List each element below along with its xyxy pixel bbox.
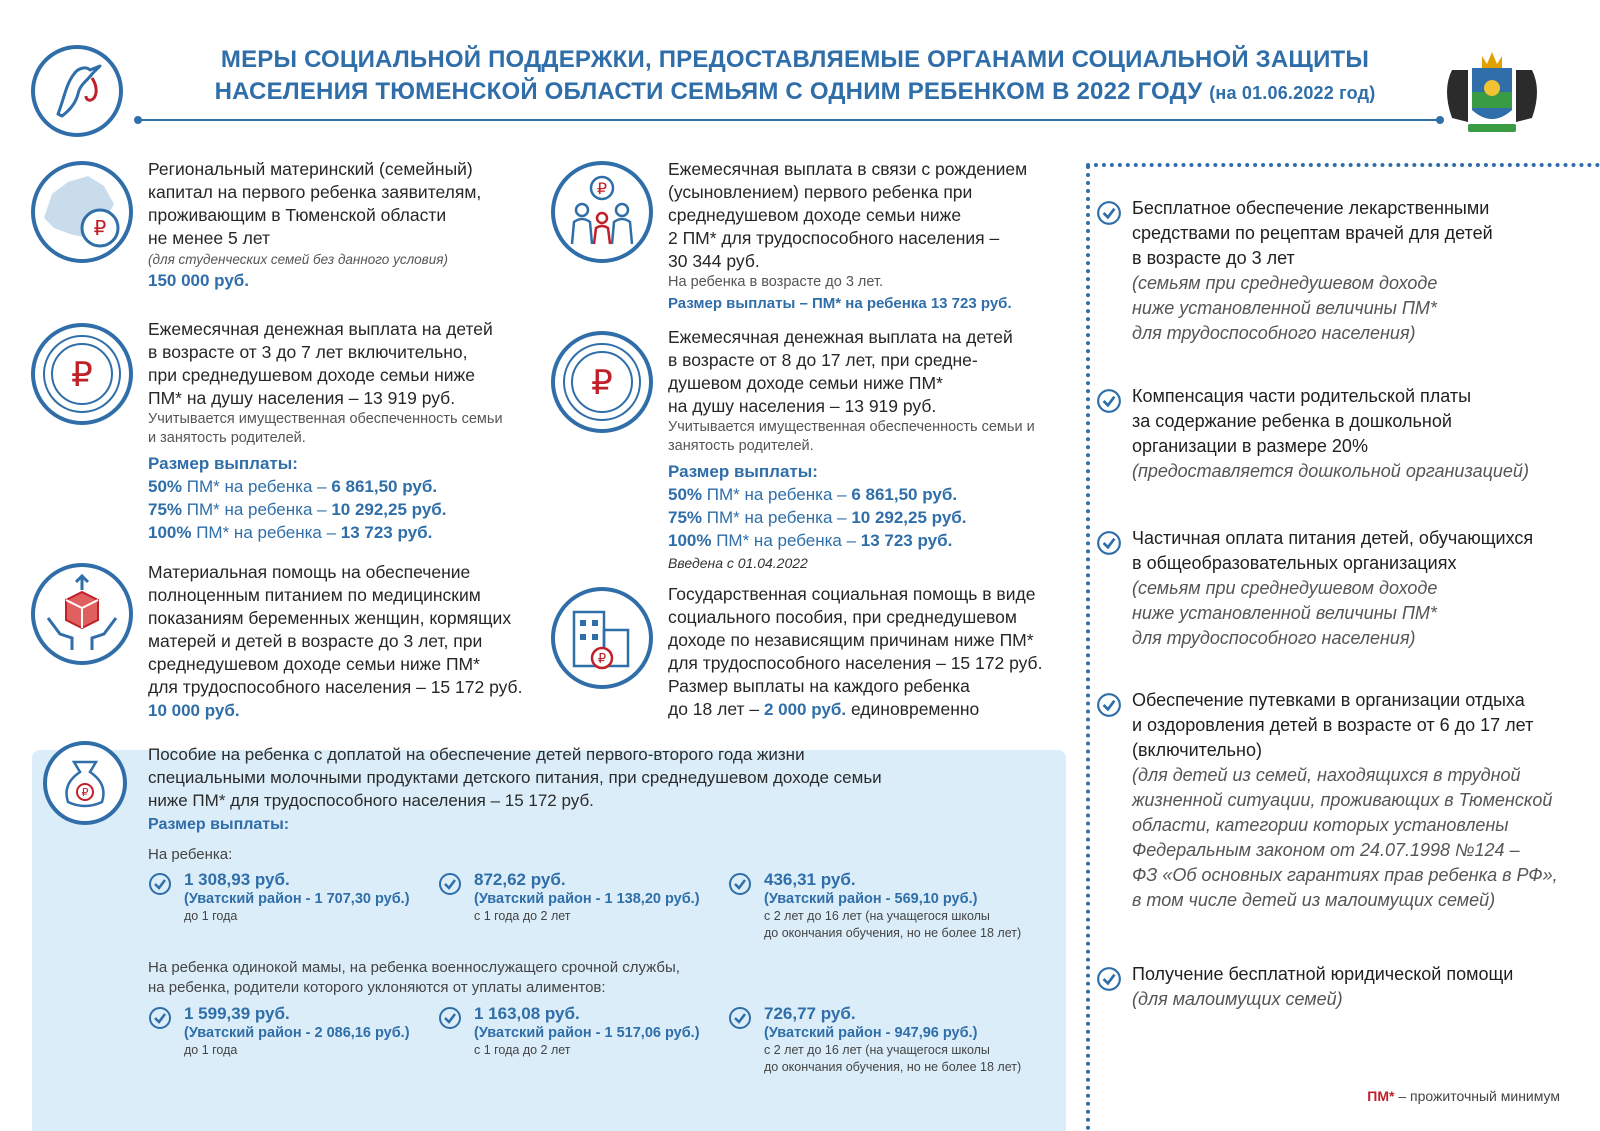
text-line: в возрасте от 3 до 7 лет включительно, <box>148 342 468 362</box>
text-line: не менее 5 лет <box>148 228 270 248</box>
note: ниже установленной величины ПМ* <box>1132 298 1437 318</box>
text-line: душевом доходе семьи ниже ПМ* <box>668 373 943 393</box>
text-line: для трудоспособного населения – 15 172 руб. <box>148 677 523 697</box>
ruble-circle-icon <box>30 322 134 426</box>
family-icon <box>550 160 654 264</box>
age-range: до окончания обучения, но не более 18 лет) <box>764 1060 1022 1074</box>
text-line: проживающим в Тюменской области <box>148 205 447 225</box>
note: (для студенческих семей без данного условия) <box>148 252 448 267</box>
page-title <box>170 44 1420 109</box>
introduced-date: Введена с 01.04.2022 <box>668 555 808 571</box>
amount: 872,62 руб. <box>474 870 566 889</box>
check-icon <box>1096 388 1122 414</box>
nutrition-aid-block <box>148 561 548 722</box>
age-range: до 1 года <box>184 1043 238 1057</box>
rate-row: 50% ПМ* на ребенка – 6 861,50 руб. <box>668 485 958 504</box>
amount: 726,77 руб. <box>764 1004 856 1023</box>
text-line: Ежемесячная денежная выплата на детей <box>668 327 1013 347</box>
note: (семьям при среднедушевом доходе <box>1132 578 1438 598</box>
text-line: Частичная оплата питания детей, обучающихся <box>1132 528 1534 548</box>
size-label: Размер выплаты: <box>668 462 818 481</box>
text-line: (включительно) <box>1132 740 1262 760</box>
svg-text:₽: ₽ <box>591 363 613 403</box>
text-line: Региональный материнский (семейный) <box>148 159 473 179</box>
note: в том числе детей из малоимущих семей) <box>1132 890 1496 910</box>
text-line: (усыновлением) первого ребенка при <box>668 182 973 202</box>
maternity-capital-block <box>148 158 528 292</box>
svg-text:₽: ₽ <box>596 179 608 198</box>
text-line: Компенсация части родительской платы <box>1132 386 1472 406</box>
uvat-amount: (Уватский район - 1 707,30 руб.) <box>184 891 410 907</box>
ruble-circle-icon <box>550 330 654 434</box>
text-line: организации в размере 20% <box>1132 436 1368 456</box>
note: области, категории которых установлены <box>1132 815 1509 835</box>
text-line: капитал на первого ребенка заявителям, <box>148 182 482 202</box>
note: Учитывается имущественная обеспеченность семьи <box>148 411 503 427</box>
first-child-birth-block <box>668 158 1048 315</box>
free-medicines-item <box>1096 196 1566 346</box>
right-column-border-left <box>1086 165 1090 1131</box>
rate-row: 50% ПМ* на ребенка – 6 861,50 руб. <box>148 477 438 496</box>
note: ниже установленной величины ПМ* <box>1132 603 1437 623</box>
text-line: Бесплатное обеспечение лекарственными <box>1132 198 1490 218</box>
text-line: социального пособия, при среднедушевом <box>668 607 1017 627</box>
right-column-border-top <box>1086 163 1600 167</box>
rate-row: 100% ПМ* на ребенка – 13 723 руб. <box>148 523 433 542</box>
allowance-item <box>438 870 728 925</box>
panel-description <box>148 743 888 812</box>
box-in-hands-icon <box>30 562 134 666</box>
amount: Размер выплаты – ПМ* на ребенка 13 723 руб. <box>668 295 1012 312</box>
check-icon <box>148 872 172 896</box>
svg-text:₽: ₽ <box>597 652 607 667</box>
check-icon <box>1096 966 1122 992</box>
legal-aid-item <box>1096 962 1566 1012</box>
text-line: Обеспечение путевками в организации отдыха <box>1132 690 1525 710</box>
text-line: в возрасте от 8 до 17 лет, при средне- <box>668 350 978 370</box>
svg-text:₽: ₽ <box>71 355 93 395</box>
age-range: с 1 года до 2 лет <box>474 1043 571 1057</box>
text-line: ПМ* на душу населения – 13 919 руб. <box>148 388 456 408</box>
social-aid-block <box>668 583 1058 721</box>
child-allowance-panel <box>32 745 1066 1131</box>
coat-of-arms <box>1432 40 1552 140</box>
text-line: Материальная помощь на обеспечение <box>148 562 471 582</box>
age-range: до 1 года <box>184 909 238 923</box>
rate-row: 75% ПМ* на ребенка – 10 292,25 руб. <box>668 508 967 527</box>
age-range: до окончания обучения, но не более 18 лет) <box>764 926 1022 940</box>
text-line: за содержание ребенка в дошкольной <box>1132 411 1452 431</box>
rate-row: 75% ПМ* на ребенка – 10 292,25 руб. <box>148 500 447 519</box>
svg-text:₽: ₽ <box>93 216 107 240</box>
text-line: в общеобразовательных организациях <box>1132 553 1457 573</box>
amount: 436,31 руб. <box>764 870 856 889</box>
school-meals-item <box>1096 526 1566 651</box>
note: Учитывается имущественная обеспеченность семьи и <box>668 419 1035 435</box>
text-line: и оздоровления детей в возрасте от 6 до 17 лет <box>1132 715 1534 735</box>
text-line: Ежемесячная денежная выплата на детей <box>148 319 493 339</box>
amount: 1 163,08 руб. <box>474 1004 580 1023</box>
text-line: на ребенка, родители которого уклоняются от уплаты алиментов: <box>148 979 606 996</box>
check-icon <box>1096 200 1122 226</box>
note: занятость родителей. <box>668 438 814 454</box>
text-line: На ребенка одинокой мамы, на ребенка военнослужащего срочной службы, <box>148 959 680 976</box>
allowance-item <box>148 1004 438 1059</box>
age-range: с 2 лет до 16 лет (на учащегося школы <box>764 1043 990 1057</box>
text-line: Размер выплаты на каждого ребенка <box>668 676 970 696</box>
recreation-vouchers-item <box>1096 688 1566 913</box>
text-line: показаниям беременных женщин, кормящих <box>148 608 512 628</box>
text-line: на душу населения – 13 919 руб. <box>668 396 937 416</box>
footnote: ПМ* – прожиточный минимум <box>1367 1088 1560 1104</box>
allowance-item <box>728 870 1058 942</box>
text-line: ниже ПМ* для трудоспособного населения – 15 172 руб. <box>148 791 594 810</box>
text-line: Получение бесплатной юридической помощи <box>1132 964 1514 984</box>
note: (предоставляется дошкольной организацией) <box>1132 461 1529 481</box>
text-line: доходе по независящим причинам ниже ПМ* <box>668 630 1034 650</box>
text-line: средствами по рецептам врачей для детей <box>1132 223 1493 243</box>
note: для трудоспособного населения) <box>1132 628 1416 648</box>
kindergarten-compensation-item <box>1096 384 1566 484</box>
monthly-8-17-block <box>668 326 1058 573</box>
size-label: Размер выплаты: <box>148 454 298 473</box>
note: Федеральным законом от 24.07.1998 №124 – <box>1132 840 1520 860</box>
amount: 10 000 руб. <box>148 701 240 720</box>
title-date: (на 01.06.2022 год) <box>1209 83 1376 103</box>
text-line: в возрасте до 3 лет <box>1132 248 1295 268</box>
uvat-amount: (Уватский район - 1 138,20 руб.) <box>474 891 700 907</box>
size-label: Размер выплаты: <box>148 816 290 833</box>
text-line: Государственная социальная помощь в виде <box>668 584 1036 604</box>
text-line: полноценным питанием по медицинским <box>148 585 481 605</box>
check-icon <box>728 872 752 896</box>
text-line: среднедушевом доходе семьи ниже <box>668 205 962 225</box>
uvat-amount: (Уватский район - 1 517,06 руб.) <box>474 1025 700 1041</box>
monthly-3-7-block <box>148 318 528 544</box>
amount: 1 599,39 руб. <box>184 1004 290 1023</box>
per-child-label: На ребенка: <box>148 846 233 863</box>
check-icon <box>1096 692 1122 718</box>
building-ruble-icon <box>550 586 654 690</box>
check-icon <box>1096 530 1122 556</box>
text-line: 2 ПМ* для трудоспособного населения – <box>668 228 1000 248</box>
stork-icon <box>30 44 124 138</box>
allowance-item <box>148 870 438 925</box>
note: (семьям при среднедушевом доходе <box>1132 273 1438 293</box>
text-line: для трудоспособного населения – 15 172 руб. <box>668 653 1043 673</box>
text-line: матерей и детей в возрасте до 3 лет, при <box>148 631 483 651</box>
text-line: специальными молочными продуктами детского питания, при среднедушевом доходе семьи <box>148 768 882 787</box>
check-icon <box>438 872 462 896</box>
note: и занятость родителей. <box>148 430 306 446</box>
note: (для детей из семей, находящихся в трудной <box>1132 765 1521 785</box>
note: для трудоспособного населения) <box>1132 323 1416 343</box>
check-icon <box>438 1006 462 1030</box>
text-line: при среднедушевом доходе семьи ниже <box>148 365 475 385</box>
note: (для малоимущих семей) <box>1132 989 1343 1009</box>
allowance-item <box>728 1004 1058 1076</box>
title-line-1: МЕРЫ СОЦИАЛЬНОЙ ПОДДЕРЖКИ, ПРЕДОСТАВЛЯЕМЫЕ ОРГАНАМИ СОЦИАЛЬНОЙ ЗАЩИТЫ <box>220 46 1370 73</box>
check-icon <box>148 1006 172 1030</box>
svg-text:₽: ₽ <box>81 786 89 799</box>
uvat-amount: (Уватский район - 2 086,16 руб.) <box>184 1025 410 1041</box>
text-line: 30 344 руб. <box>668 251 760 271</box>
title-line-2: НАСЕЛЕНИЯ ТЮМЕНСКОЙ ОБЛАСТИ СЕМЬЯМ С ОДНИМ РЕБЕНКОМ В 2022 ГОДУ <box>214 78 1203 105</box>
money-bag-icon <box>42 740 128 826</box>
text-line: среднедушевом доходе семьи ниже ПМ* <box>148 654 480 674</box>
amount: 150 000 руб. <box>148 271 250 290</box>
check-icon <box>728 1006 752 1030</box>
single-parent-note <box>148 958 680 998</box>
header-divider <box>138 119 1440 121</box>
allowance-item <box>438 1004 728 1059</box>
note: На ребенка в возрасте до 3 лет. <box>668 274 884 290</box>
uvat-amount: (Уватский район - 569,10 руб.) <box>764 891 978 907</box>
amount: 1 308,93 руб. <box>184 870 290 889</box>
note: ФЗ «Об основных гарантиях прав ребенка в РФ», <box>1132 865 1558 885</box>
text-line: Ежемесячная выплата в связи с рождением <box>668 159 1028 179</box>
age-range: с 1 года до 2 лет <box>474 909 571 923</box>
rate-row: 100% ПМ* на ребенка – 13 723 руб. <box>668 531 953 550</box>
note: жизненной ситуации, проживающих в Тюменской <box>1132 790 1553 810</box>
uvat-amount: (Уватский район - 947,96 руб.) <box>764 1025 978 1041</box>
text-line: Пособие на ребенка с доплатой на обеспечение детей первого-второго года жизни <box>148 745 805 764</box>
map-ruble-icon <box>30 160 134 264</box>
age-range: с 2 лет до 16 лет (на учащегося школы <box>764 909 990 923</box>
text-line: до 18 лет – 2 000 руб. единовременно <box>668 699 980 719</box>
